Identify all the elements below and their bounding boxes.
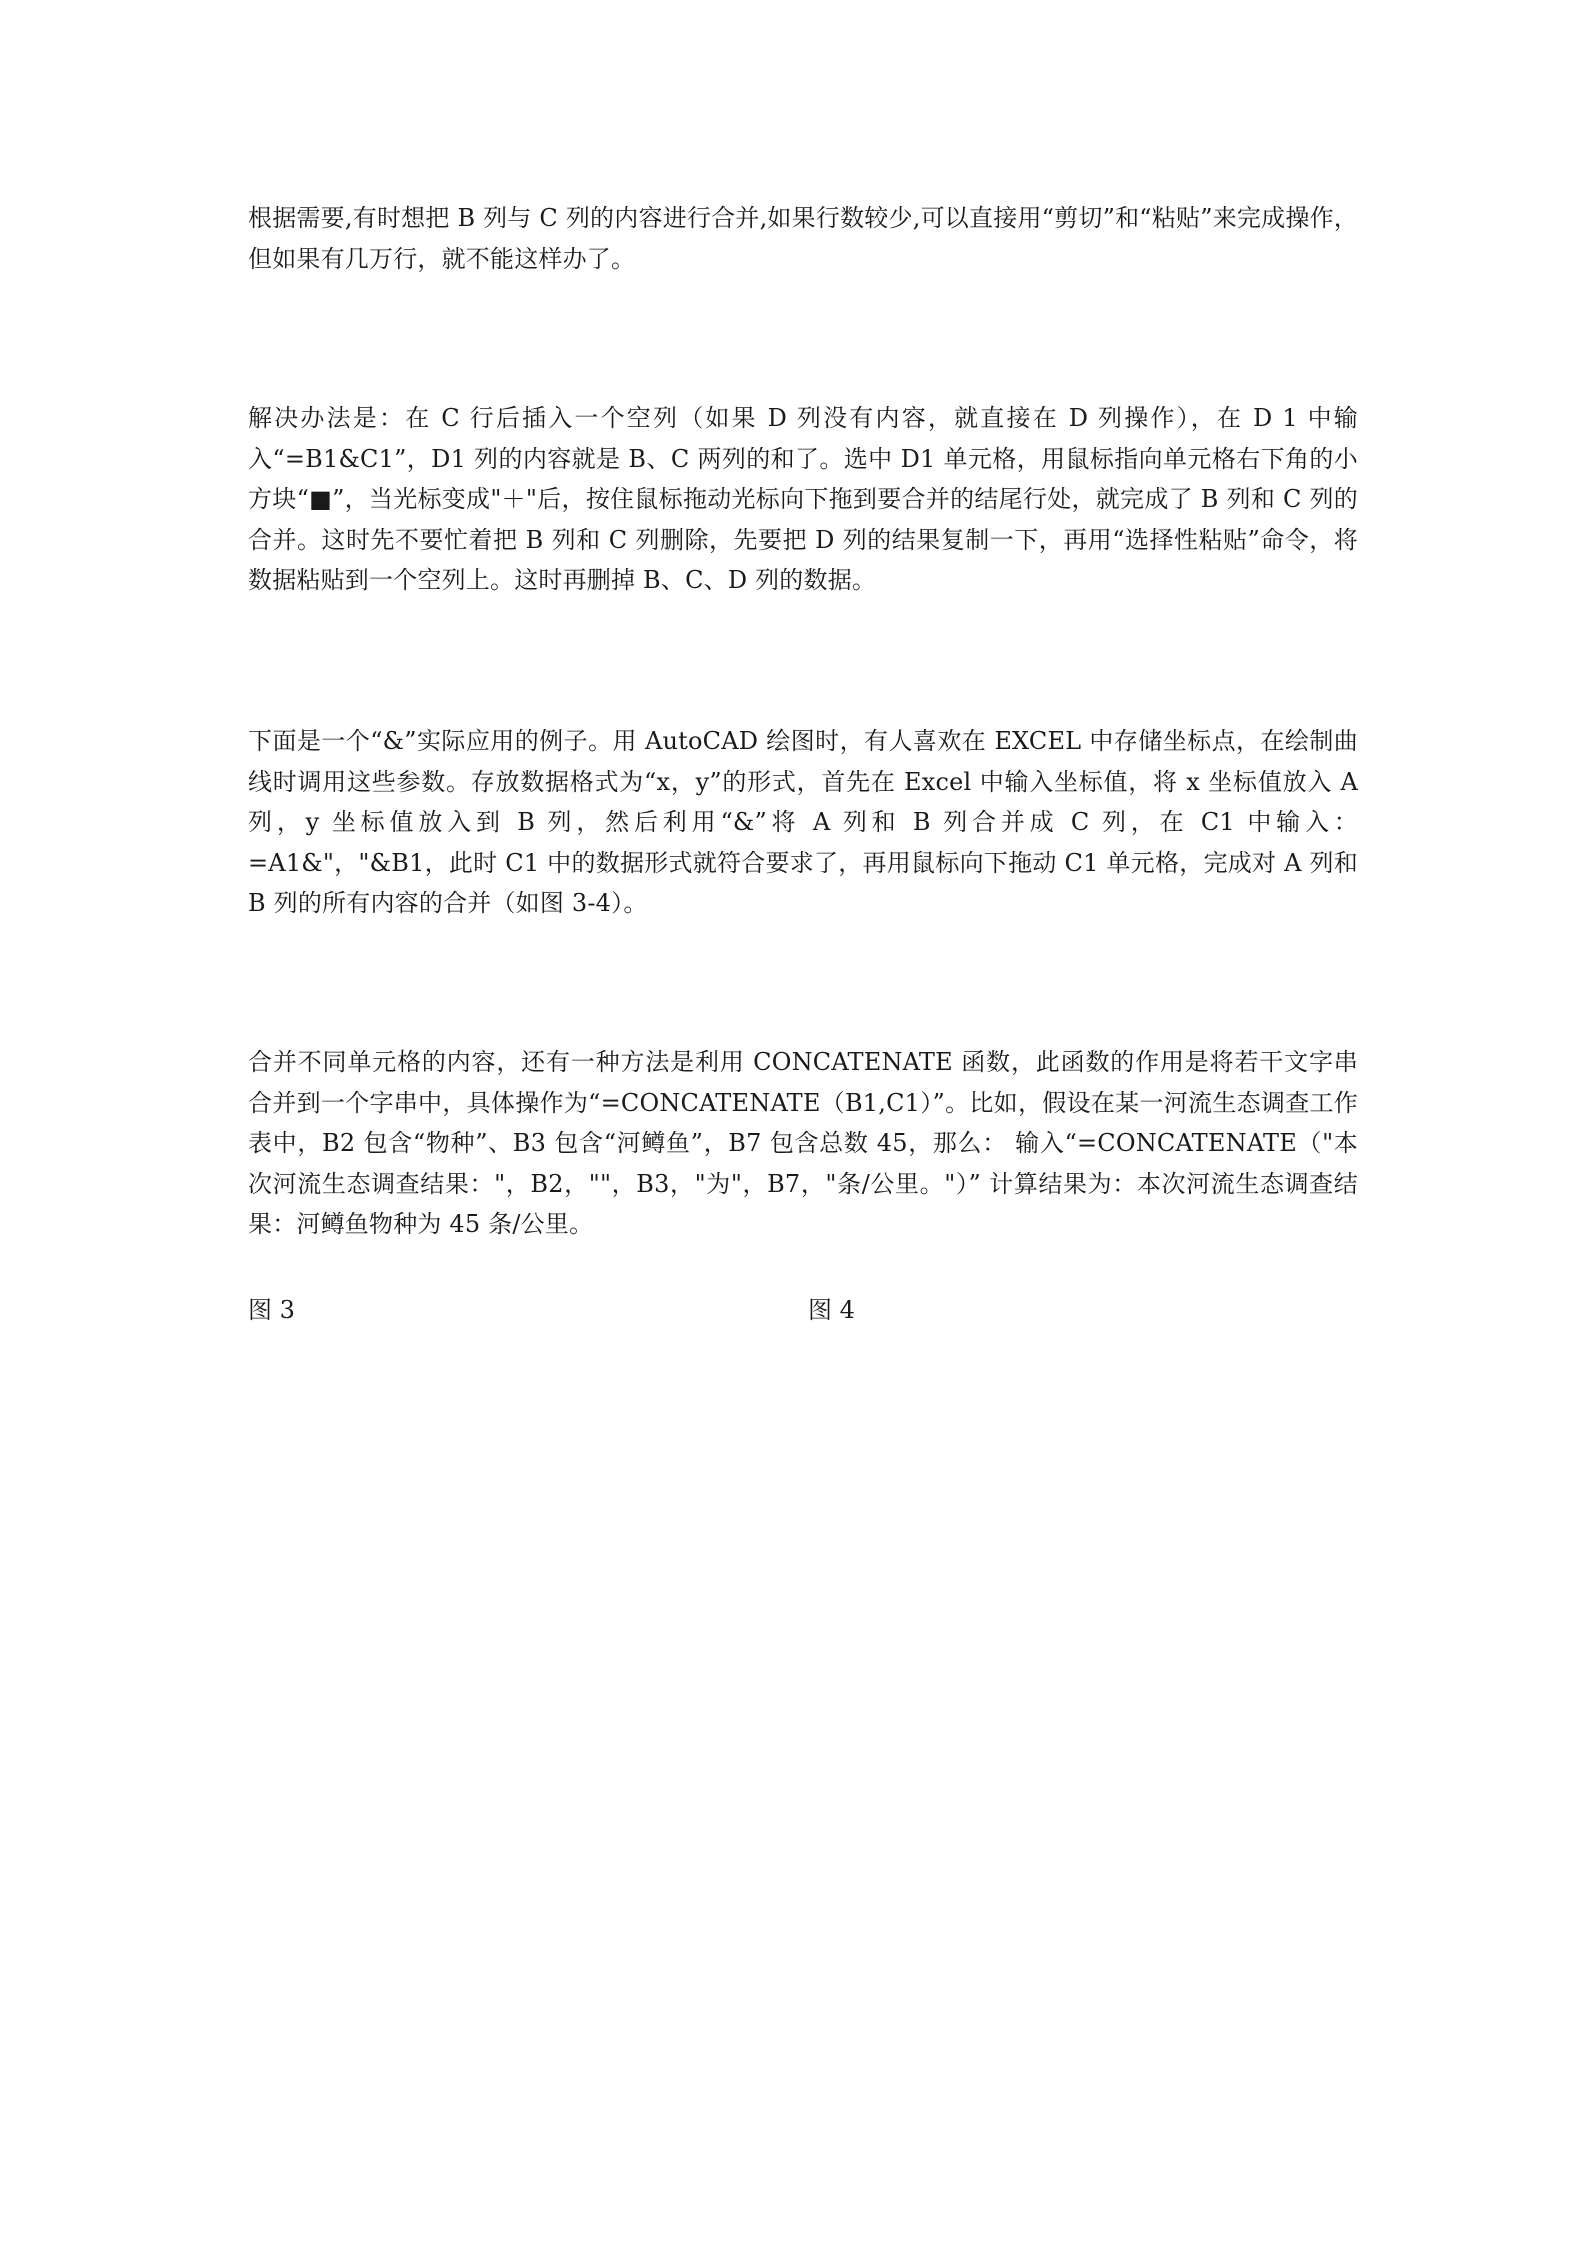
paragraph-autocad-example: 下面是一个“&”实际应用的例子。用 AutoCAD 绘图时，有人喜欢在 EXCEL 中存储坐标点，在绘制曲线时调用这些参数。存放数据格式为“x，y”的形式，首先在 Excel 中输入坐标值，将 x 坐标值放入 A 列，y 坐标值放入到 B 列，然后利用“&”将 A 列和 B 列合并成 C 列，在 C1 中输入：=A1&"，"&B1，此时 C1 中的数据形式就符合要求了，再用鼠标向下拖动 C1 单元格，完成对 A 列和 B 列的所有内容的合并（如图 3-4）。 (248, 727, 1358, 917)
paragraph-merge-intro: 根据需要,有时想把 B 列与 C 列的内容进行合并,如果行数较少,可以直接用“剪切”和“粘贴”来完成操作，但如果有几万行，就不能这样办了。 (248, 204, 1358, 273)
paragraph-solution: 解决办法是：在 C 行后插入一个空列（如果 D 列没有内容，就直接在 D 列操作），在 D 1 中输入“=B1&C1”，D1 列的内容就是 B、C 两列的和了。选中 D1 单元格，用鼠标指向单元格右下角的小方块“■”，当光标变成"＋"后，按住鼠标拖动光标向下拖到要合并的结尾行处，就完成了 B 列和 C 列的合并。这时先不要忙着把 B 列和 C 列删除，先要把 D 列的结果复制一下，再用“选择性粘贴”命令，将数据粘贴到一个空列上。这时再删掉 B、C、D 列的数据。 (248, 404, 1358, 594)
paragraph-concatenate: 合并不同单元格的内容，还有一种方法是利用 CONCATENATE 函数，此函数的作用是将若干文字串合并到一个字串中，具体操作为“=CONCATENATE（B1,C1）”。比如，假设在某一河流生态调查工作表中，B2 包含“物种”、B3 包含“河鳟鱼”，B7 包含总数 45，那么： 输入“=CONCATENATE（"本次河流生态调查结果："，B2，""，B3，"为"，B7，"条/公里。"）” 计算结果为：本次河流生态调查结果：河鳟鱼物种为 45 条/公里。 (248, 1048, 1358, 1238)
figure-caption-4: 图 4 (808, 1296, 855, 1324)
figure-caption-3: 图 3 (248, 1296, 295, 1324)
